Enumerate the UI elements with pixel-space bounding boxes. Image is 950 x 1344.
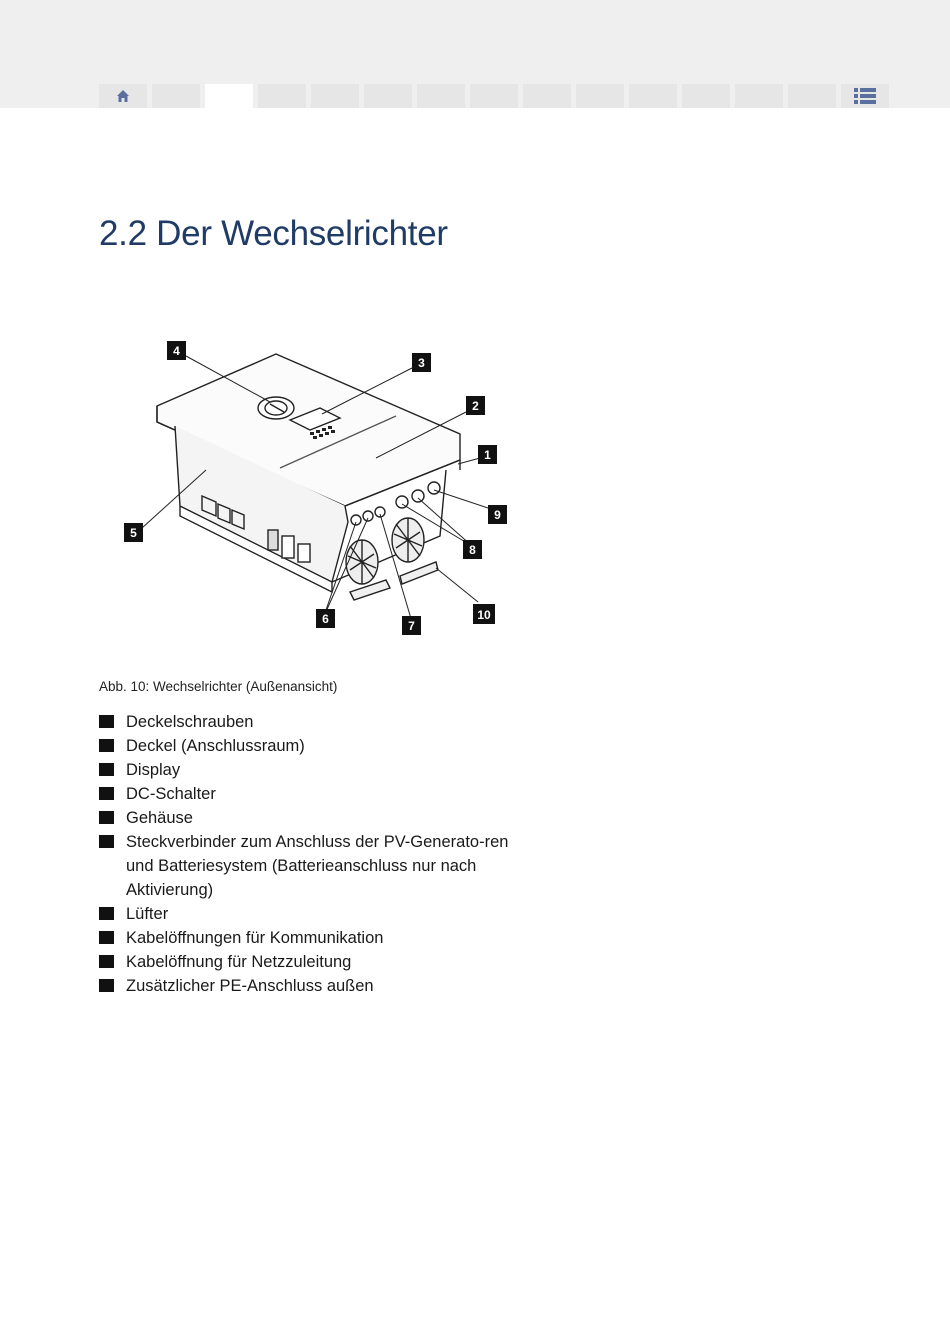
legend-item-label: Deckel (Anschlussraum)	[126, 737, 305, 755]
callout-1	[478, 445, 497, 464]
legend-item-label: Steckverbinder zum Anschluss der PV-Generato-ren und Batteriesystem (Batterieanschluss nur nach Aktivierung)	[126, 833, 509, 899]
svg-text:8: 8	[469, 543, 476, 557]
tab-chapter-2[interactable]	[205, 84, 253, 108]
svg-text:1: 1	[484, 448, 491, 462]
mount-bracket-right	[400, 562, 438, 584]
tab-chapter-12[interactable]	[735, 84, 783, 108]
tab-chapter-7[interactable]	[470, 84, 518, 108]
legend-item-label: Kabelöffnungen für Kommunikation	[126, 929, 384, 947]
tab-chapter-10[interactable]	[629, 84, 677, 108]
tab-chapter-1[interactable]	[152, 84, 200, 108]
svg-text:7: 7	[408, 619, 415, 633]
tab-chapter-9[interactable]	[576, 84, 624, 108]
svg-text:6: 6	[322, 612, 329, 626]
tab-chapter-11[interactable]	[682, 84, 730, 108]
legend-item	[99, 950, 526, 974]
inverter-illustration	[100, 330, 530, 650]
legend-item-label: Kabelöffnung für Netzzuleitung	[126, 953, 352, 971]
top-navigation-bar	[0, 0, 950, 108]
list-icon	[854, 87, 876, 105]
tab-home[interactable]	[99, 84, 147, 108]
legend-item-label: DC-Schalter	[126, 785, 216, 803]
callout-5	[124, 523, 143, 542]
tab-contents[interactable]	[841, 84, 889, 108]
legend-item-label: Lüfter	[126, 905, 169, 923]
callout-3	[412, 353, 431, 372]
callout-7	[402, 616, 421, 635]
svg-text:5: 5	[130, 526, 137, 540]
bullet-square-icon	[99, 835, 114, 848]
tab-chapter-5[interactable]	[364, 84, 412, 108]
bullet-square-icon	[99, 715, 114, 728]
legend-item	[99, 830, 526, 902]
fan-left	[346, 540, 378, 584]
callout-9	[488, 505, 507, 524]
bullet-square-icon	[99, 739, 114, 752]
legend-item	[99, 758, 526, 782]
tab-chapter-13[interactable]	[788, 84, 836, 108]
svg-text:9: 9	[494, 508, 501, 522]
bullet-square-icon	[99, 763, 114, 776]
callout-10	[473, 604, 495, 624]
legend-item	[99, 902, 526, 926]
svg-text:10: 10	[477, 608, 491, 622]
callout-8	[463, 540, 482, 559]
figure-caption: Abb. 10: Wechselrichter (Außenansicht)	[99, 679, 338, 694]
legend-item-label: Gehäuse	[126, 809, 193, 827]
tab-chapter-6[interactable]	[417, 84, 465, 108]
home-icon	[116, 89, 130, 103]
legend-item-label: Display	[126, 761, 181, 779]
svg-text:2: 2	[472, 399, 479, 413]
svg-text:4: 4	[173, 344, 180, 358]
bullet-square-icon	[99, 979, 114, 992]
tab-chapter-4[interactable]	[311, 84, 359, 108]
component-legend	[99, 710, 529, 998]
legend-item	[99, 926, 526, 950]
legend-item	[99, 782, 526, 806]
legend-item	[99, 974, 526, 998]
bullet-square-icon	[99, 907, 114, 920]
bullet-square-icon	[99, 811, 114, 824]
callout-6	[316, 609, 335, 628]
section-heading: 2.2 Der Wechselrichter	[99, 214, 448, 253]
tab-chapter-8[interactable]	[523, 84, 571, 108]
bullet-square-icon	[99, 955, 114, 968]
chapter-tabs	[99, 84, 889, 108]
legend-item-label: Zusätzlicher PE-Anschluss außen	[126, 977, 374, 995]
tab-chapter-3[interactable]	[258, 84, 306, 108]
legend-item	[99, 734, 526, 758]
callout-4	[167, 341, 186, 360]
bullet-square-icon	[99, 931, 114, 944]
legend-item	[99, 710, 526, 734]
svg-text:3: 3	[418, 356, 425, 370]
callout-2	[466, 396, 485, 415]
fan-right	[392, 518, 424, 562]
legend-item	[99, 806, 526, 830]
bullet-square-icon	[99, 787, 114, 800]
legend-item-label: Deckelschrauben	[126, 713, 254, 731]
